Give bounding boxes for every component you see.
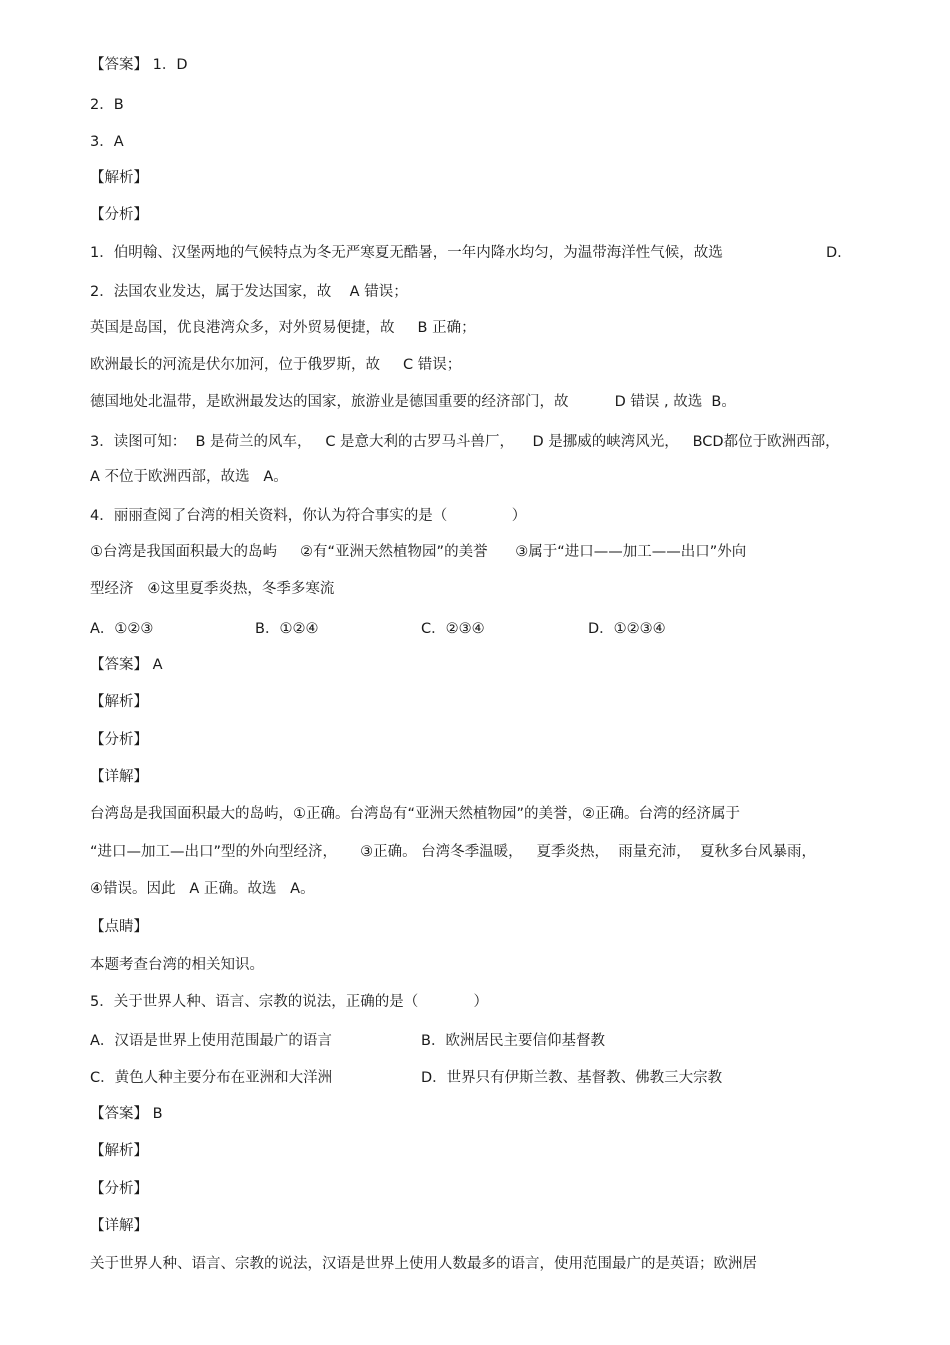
- explain-q2-a: 2．法国农业发达，属于发达国家，故 A 错误；: [90, 284, 408, 300]
- explain-q3-a: 3．读图可知： B 是荷兰的风车， C 是意大利的古罗马斗兽厂， D 是挪威的峡湾风光， BCD都位于欧洲西部，: [90, 434, 840, 450]
- section-label-fenxi: 【分析】: [90, 1181, 148, 1197]
- question-4-statements-a: ①台湾是我国面积最大的岛屿 ②有“亚洲天然植物园”的美誉 ③属于“进口——加工——出口”外向: [90, 544, 747, 560]
- q5-option-b: B．欧洲居民主要信仰基督教: [421, 1033, 605, 1049]
- section-label-fenxi: 【分析】: [90, 207, 148, 223]
- section-label-fenxi: 【分析】: [90, 732, 148, 748]
- question-5-stem: 5．关于世界人种、语言、宗教的说法，正确的是（ ）: [90, 994, 489, 1010]
- answer-line-q1: 【答案】 1．D: [90, 57, 188, 73]
- detail-q4-c: ④错误。因此 A 正确。故选 A。: [90, 881, 315, 897]
- explain-q1-answer: D.: [826, 245, 842, 261]
- explain-q3-b: A 不位于欧洲西部，故选 A。: [90, 469, 288, 485]
- q5-option-d: D．世界只有伊斯兰教、基督教、佛教三大宗教: [421, 1070, 723, 1086]
- section-label-analysis: 【解析】: [90, 694, 148, 710]
- q4-option-c: C．②③④: [421, 621, 485, 637]
- explain-q2-c: 欧洲最长的河流是伏尔加河，位于俄罗斯，故 C 错误；: [90, 357, 462, 373]
- answer-line-q5: 【答案】 B: [90, 1106, 163, 1122]
- q5-option-c: C．黄色人种主要分布在亚洲和大洋洲: [90, 1070, 333, 1086]
- tip-q4: 本题考查台湾的相关知识。: [90, 957, 264, 973]
- q4-option-b: B．①②④: [255, 621, 319, 637]
- q4-option-d: D．①②③④: [588, 621, 666, 637]
- detail-q4-a: 台湾岛是我国面积最大的岛屿，①正确。台湾岛有“亚洲天然植物园”的美誉，②正确。台湾的经济属于: [90, 806, 741, 822]
- explain-q2-b: 英国是岛国，优良港湾众多，对外贸易便捷，故 B 正确；: [90, 320, 476, 336]
- section-label-detail: 【详解】: [90, 1218, 148, 1234]
- explain-q1: 1．伯明翰、汉堡两地的气候特点为冬无严寒夏无酷暑，一年内降水均匀，为温带海洋性气候，故选: [90, 245, 723, 261]
- q5-option-a: A．汉语是世界上使用范围最广的语言: [90, 1033, 332, 1049]
- detail-q4-b: “进口—加工—出口”型的外向型经济， ③正确。 台湾冬季温暖， 夏季炎热， 雨量充沛， 夏秋多台风暴雨，: [90, 844, 816, 860]
- section-label-analysis: 【解析】: [90, 170, 148, 186]
- question-4-statements-b: 型经济 ④这里夏季炎热，冬季多寒流: [90, 581, 335, 597]
- answer-line-q4: 【答案】 A: [90, 657, 163, 673]
- detail-q5-a: 关于世界人种、语言、宗教的说法，汉语是世界上使用人数最多的语言，使用范围最广的是英语；欧洲居: [90, 1256, 757, 1272]
- q4-option-a: A．①②③: [90, 621, 154, 637]
- question-4-stem: 4．丽丽查阅了台湾的相关资料，你认为符合事实的是（ ）: [90, 508, 527, 524]
- explain-q2-d: 德国地处北温带，是欧洲最发达的国家，旅游业是德国重要的经济部门，故 D 错误 , 故选 B。: [90, 394, 736, 410]
- answer-line-q3: 3．A: [90, 134, 124, 150]
- section-label-analysis: 【解析】: [90, 1143, 148, 1159]
- section-label-detail: 【详解】: [90, 769, 148, 785]
- answer-line-q2: 2．B: [90, 97, 124, 113]
- section-label-tip: 【点睛】: [90, 919, 148, 935]
